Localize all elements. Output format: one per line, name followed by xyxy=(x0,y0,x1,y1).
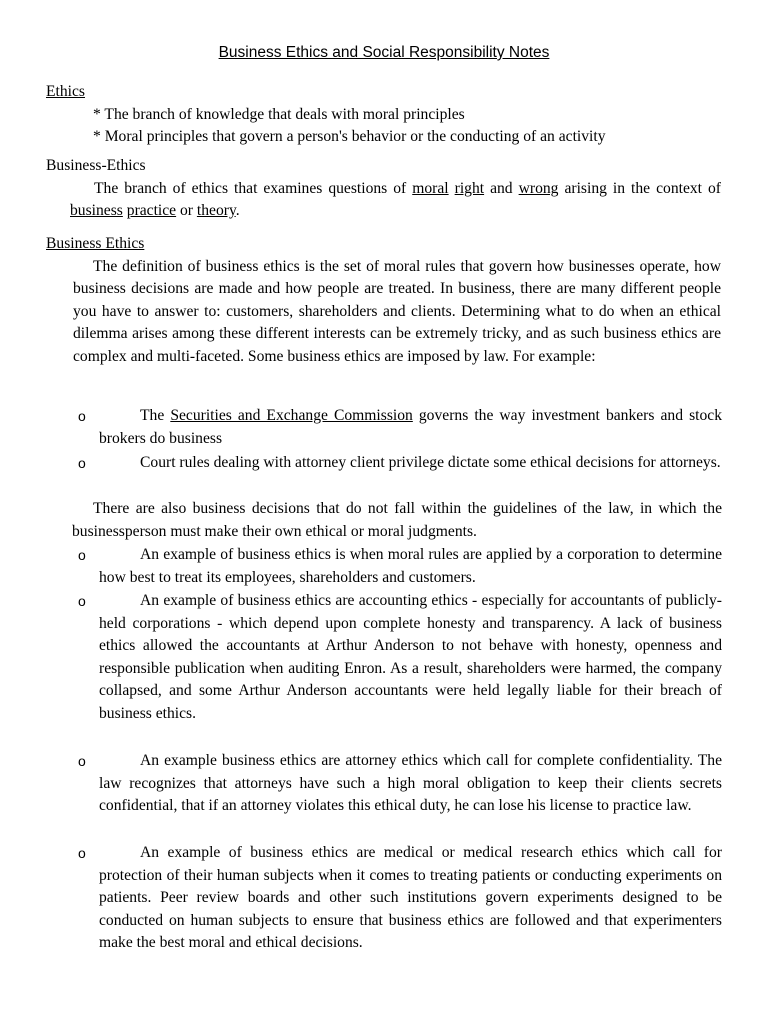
bullet-marker: o xyxy=(78,547,86,563)
law-bullet-2 xyxy=(78,452,722,475)
link-theory[interactable]: theory xyxy=(196,202,236,219)
link-business[interactable]: business xyxy=(70,202,123,219)
ethics-section xyxy=(46,81,726,149)
middle-paragraph: There are also business decisions that do not fall within the guidelines of the law, in which the businessperson must make their own ethical or moral judgments. xyxy=(72,500,722,540)
link-moral[interactable]: moral xyxy=(412,179,449,197)
bullet-marker: o xyxy=(78,408,86,424)
example-bullet-3-text: An example business ethics are attorney ethics which call for complete confidentiality. The law recognizes that attorneys have such a high moral obligation to keep their clients secrets confidential, that if an attorney violates this ethical duty, he can lose his license to practice law. xyxy=(99,752,722,814)
ethics-heading: Ethics xyxy=(46,83,85,100)
example-bullet-2-text: An example of business ethics are accounting ethics - especially for accountants of publicly-held corporations - which depend upon complete honesty and transparency. A lack of business ethics allowed the accountants at Arthur Anderson to not behave with honesty, openness and responsible publication when auditing Enron. As a result, shareholders were harmed, the company collapsed, and some Arthur Anderson accountants were held legally liable for their breach of business ethics. xyxy=(99,592,722,722)
business-ethics-heading: Business Ethics xyxy=(46,235,145,252)
def-text-5: . xyxy=(235,202,240,219)
example-bullet-1 xyxy=(78,544,722,589)
example-bullet-1-text: An example of business ethics is when moral rules are applied by a corporation to determine how best to treat its employees, shareholders and customers. xyxy=(99,546,722,586)
business-ethics-definition-heading: Business-Ethics xyxy=(46,157,146,174)
bullet-marker: o xyxy=(78,753,86,769)
link-wrong[interactable]: wrong xyxy=(518,179,559,197)
law-bullet-1-pre: The xyxy=(140,407,171,424)
link-sec[interactable]: Securities and Exchange Commission xyxy=(170,407,413,424)
business-ethics-paragraph: The definition of business ethics is the set of moral rules that govern how businesses operate, how business decisions are made and how people are treated. In business, there are many different people you have to answer to: customers, shareholders and clients. Determining what to do when an ethical dilemma arises among these different interests can be extremely tricky, and as such business ethics are complex and multi-faceted. Some business ethics are imposed by law. For example: xyxy=(73,257,721,365)
example-bullet-4-text: An example of business ethics are medical or medical research ethics which call for protection of their human subjects when it comes to treating patients or conducting experiments on patients. Peer review boards and other such institutions govern experiments designed to be conducted on human subjects to ensure that business ethics are followed and that experimenters make the best moral and ethical decisions. xyxy=(99,844,722,951)
def-text-2: and xyxy=(484,179,519,197)
law-bullet-1-post: governs the way investment bankers and stock brokers do business xyxy=(99,407,722,447)
ethics-bullet-1: * The branch of knowledge that deals with moral principles xyxy=(93,105,465,123)
example-bullet-4 xyxy=(78,842,722,955)
def-text-4: or xyxy=(176,202,197,219)
document-title: Business Ethics and Social Responsibility Notes xyxy=(218,44,550,61)
law-bullet-2-text: Court rules dealing with attorney client privilege dictate some ethical decisions for attorneys. xyxy=(140,454,721,471)
business-ethics-section xyxy=(46,233,726,368)
business-ethics-definition-section xyxy=(46,155,726,223)
link-practice[interactable]: practice xyxy=(126,202,177,219)
def-text-3: arising in the context of xyxy=(558,179,721,197)
link-right[interactable]: right xyxy=(454,179,485,197)
bullet-marker: o xyxy=(78,845,86,861)
bullet-marker: o xyxy=(78,455,86,471)
business-ethics-definition-body xyxy=(70,178,721,223)
law-bullet-1 xyxy=(78,405,722,450)
example-bullet-3 xyxy=(78,750,722,818)
def-text-1: The branch of ethics that examines questions of xyxy=(94,179,413,197)
example-bullet-2 xyxy=(78,590,722,725)
ethics-bullet-2: * Moral principles that govern a person's behavior or the conducting of an activity xyxy=(93,128,606,145)
law-bullet-1-text xyxy=(99,405,722,450)
bullet-marker: o xyxy=(78,593,86,609)
